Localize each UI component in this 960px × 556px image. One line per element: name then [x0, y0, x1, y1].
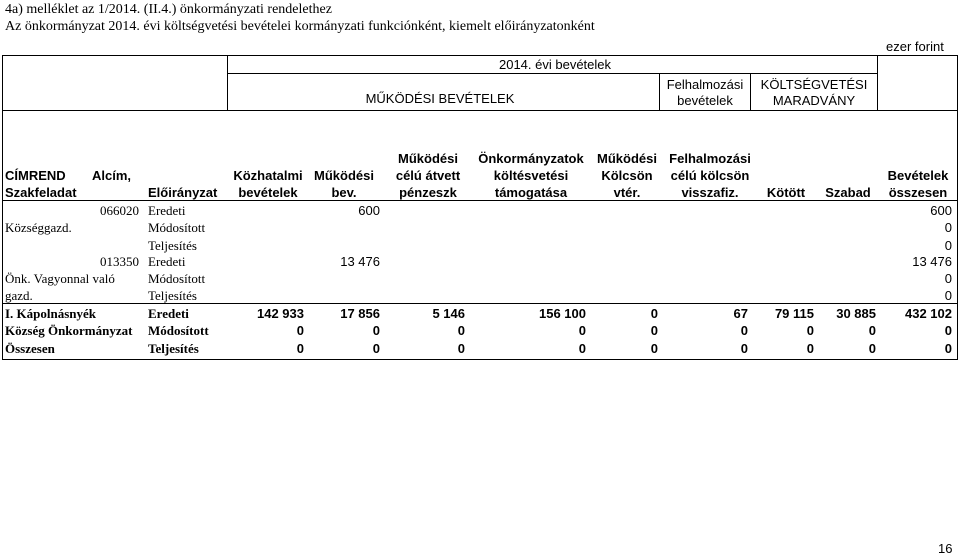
column-header-bottom [2, 200, 957, 201]
group-header-bottom [2, 110, 957, 111]
cell-atvett: 0 [457, 341, 465, 356]
cell-total: 0 [944, 238, 952, 253]
cell-kolcson: 0 [650, 323, 658, 338]
cell-onkorm: 0 [578, 323, 586, 338]
row-label: Módosított [148, 323, 209, 338]
cell-total: 600 [930, 203, 952, 218]
row-label: Teljesítés [148, 288, 197, 303]
page-number: 16 [938, 541, 953, 556]
col-szakfeladat: Szakfeladat [5, 185, 77, 200]
cell-szabad: 0 [868, 341, 876, 356]
col-osszesen-l1: Bevételek [887, 168, 949, 183]
cell-felh-kolcson: 67 [733, 306, 748, 321]
col-mukodesi-l2: bev. [331, 185, 357, 200]
row-name: gazd. [5, 288, 33, 303]
col-felh-kolcson-l1: Felhalmozási [669, 151, 751, 166]
year-revenue-header: 2014. évi bevételek [498, 57, 612, 72]
cell-atvett: 0 [457, 323, 465, 338]
budget-residual-header-l2: MARADVÁNY [772, 93, 856, 108]
row-name: Község Önkormányzat [5, 323, 133, 338]
group-header-divider [227, 73, 877, 74]
row-label: Eredeti [148, 203, 186, 218]
cell-mukodesi: 0 [372, 323, 380, 338]
col-szabad: Szabad [825, 185, 871, 200]
col-alcim: Alcím, [92, 168, 132, 183]
col-eloiranyzat: Előirányzat [148, 185, 218, 200]
cell-onkorm: 0 [578, 341, 586, 356]
cell-total: 0 [944, 323, 952, 338]
cell-kolcson: 0 [650, 306, 658, 321]
col-onkorm-l2: költésvetési [493, 168, 569, 183]
table-top-border [2, 55, 957, 56]
table-bottom-border [2, 359, 957, 360]
cell-mukodesi: 17 856 [340, 306, 380, 321]
row-label: Teljesítés [148, 238, 197, 253]
col-cimrend: CÍMREND [5, 168, 66, 183]
cell-kotott: 0 [806, 341, 814, 356]
col-kolcson-l3: vtér. [613, 185, 641, 200]
cell-kozhatalmi: 142 933 [257, 306, 304, 321]
col-kozhatalmi-l2: bevételek [238, 185, 298, 200]
col-kolcson-l1: Működési [597, 151, 657, 166]
cell-kozhatalmi: 0 [296, 341, 304, 356]
budget-residual-header-l1: KÖLTSÉGVETÉSI [760, 77, 868, 92]
cell-total: 0 [944, 220, 952, 235]
row-label: Módosított [148, 220, 206, 235]
col-onkorm-l1: Önkormányzatok [478, 151, 584, 166]
table-right-border [957, 55, 958, 360]
group-divider-1 [227, 55, 228, 110]
col-osszesen-l2: összesen [888, 185, 948, 200]
row-label: Eredeti [148, 306, 189, 321]
cell-mukodesi: 0 [372, 341, 380, 356]
cell-atvett: 5 146 [432, 306, 465, 321]
col-atvett-l3: pénzeszk [399, 185, 457, 200]
document-title-line2: Az önkormányzat 2014. évi költségvetési bevételei kormányzati funkciónként, kiemelt előirányzatonként [5, 19, 595, 34]
col-felh-kolcson-l2: célú kölcsön [670, 168, 750, 183]
cell-kolcson: 0 [650, 341, 658, 356]
row-label: Eredeti [148, 254, 186, 269]
cell-kozhatalmi: 0 [296, 323, 304, 338]
cell-total: 0 [944, 271, 952, 286]
row-label: Teljesítés [148, 341, 199, 356]
cell-felh-kolcson: 0 [740, 323, 748, 338]
operating-revenue-header: MŰKÖDÉSI BEVÉTELEK [365, 91, 515, 106]
row-name: Községgazd. [5, 220, 72, 235]
cell-mukodesi: 600 [358, 203, 380, 218]
row-name: Önk. Vagyonnal való [5, 271, 115, 286]
col-kotott: Kötött [766, 185, 806, 200]
row-code: 066020 [100, 203, 139, 218]
col-atvett-l1: Működési [398, 151, 458, 166]
cell-szabad: 30 885 [836, 306, 876, 321]
cell-onkorm: 156 100 [539, 306, 586, 321]
row-name: I. Kápolnásnyék [5, 306, 97, 321]
cell-total: 432 102 [905, 306, 952, 321]
col-atvett-l2: célú átvett [395, 168, 461, 183]
table-left-border [2, 55, 3, 360]
col-kolcson-l2: Kölcsön [601, 168, 653, 183]
cell-kotott: 79 115 [774, 306, 814, 321]
cell-felh-kolcson: 0 [740, 341, 748, 356]
cell-total: 13 476 [912, 254, 952, 269]
cell-mukodesi: 13 476 [340, 254, 380, 269]
row-label: Módosított [148, 271, 206, 286]
cell-szabad: 0 [868, 323, 876, 338]
document-title-line1: 4a) melléklet az 1/2014. (II.4.) önkormányzati rendelethez [5, 2, 332, 17]
row-name: Összesen [5, 341, 55, 356]
cell-total: 0 [944, 341, 952, 356]
col-mukodesi-l1: Működési [314, 168, 374, 183]
cell-kotott: 0 [806, 323, 814, 338]
cell-total: 0 [944, 288, 952, 303]
capital-revenue-header-l1: Felhalmozási [666, 77, 744, 92]
col-onkorm-l3: támogatása [494, 185, 568, 200]
group-divider-4 [877, 55, 878, 110]
capital-revenue-header-l2: bevételek [677, 93, 733, 108]
summary-top-border [2, 303, 957, 304]
row-code: 013350 [100, 254, 139, 269]
col-kozhatalmi-l1: Közhatalmi [233, 168, 303, 183]
col-felh-kolcson-l3: visszafiz. [681, 185, 739, 200]
unit-label: ezer forint [886, 39, 944, 54]
